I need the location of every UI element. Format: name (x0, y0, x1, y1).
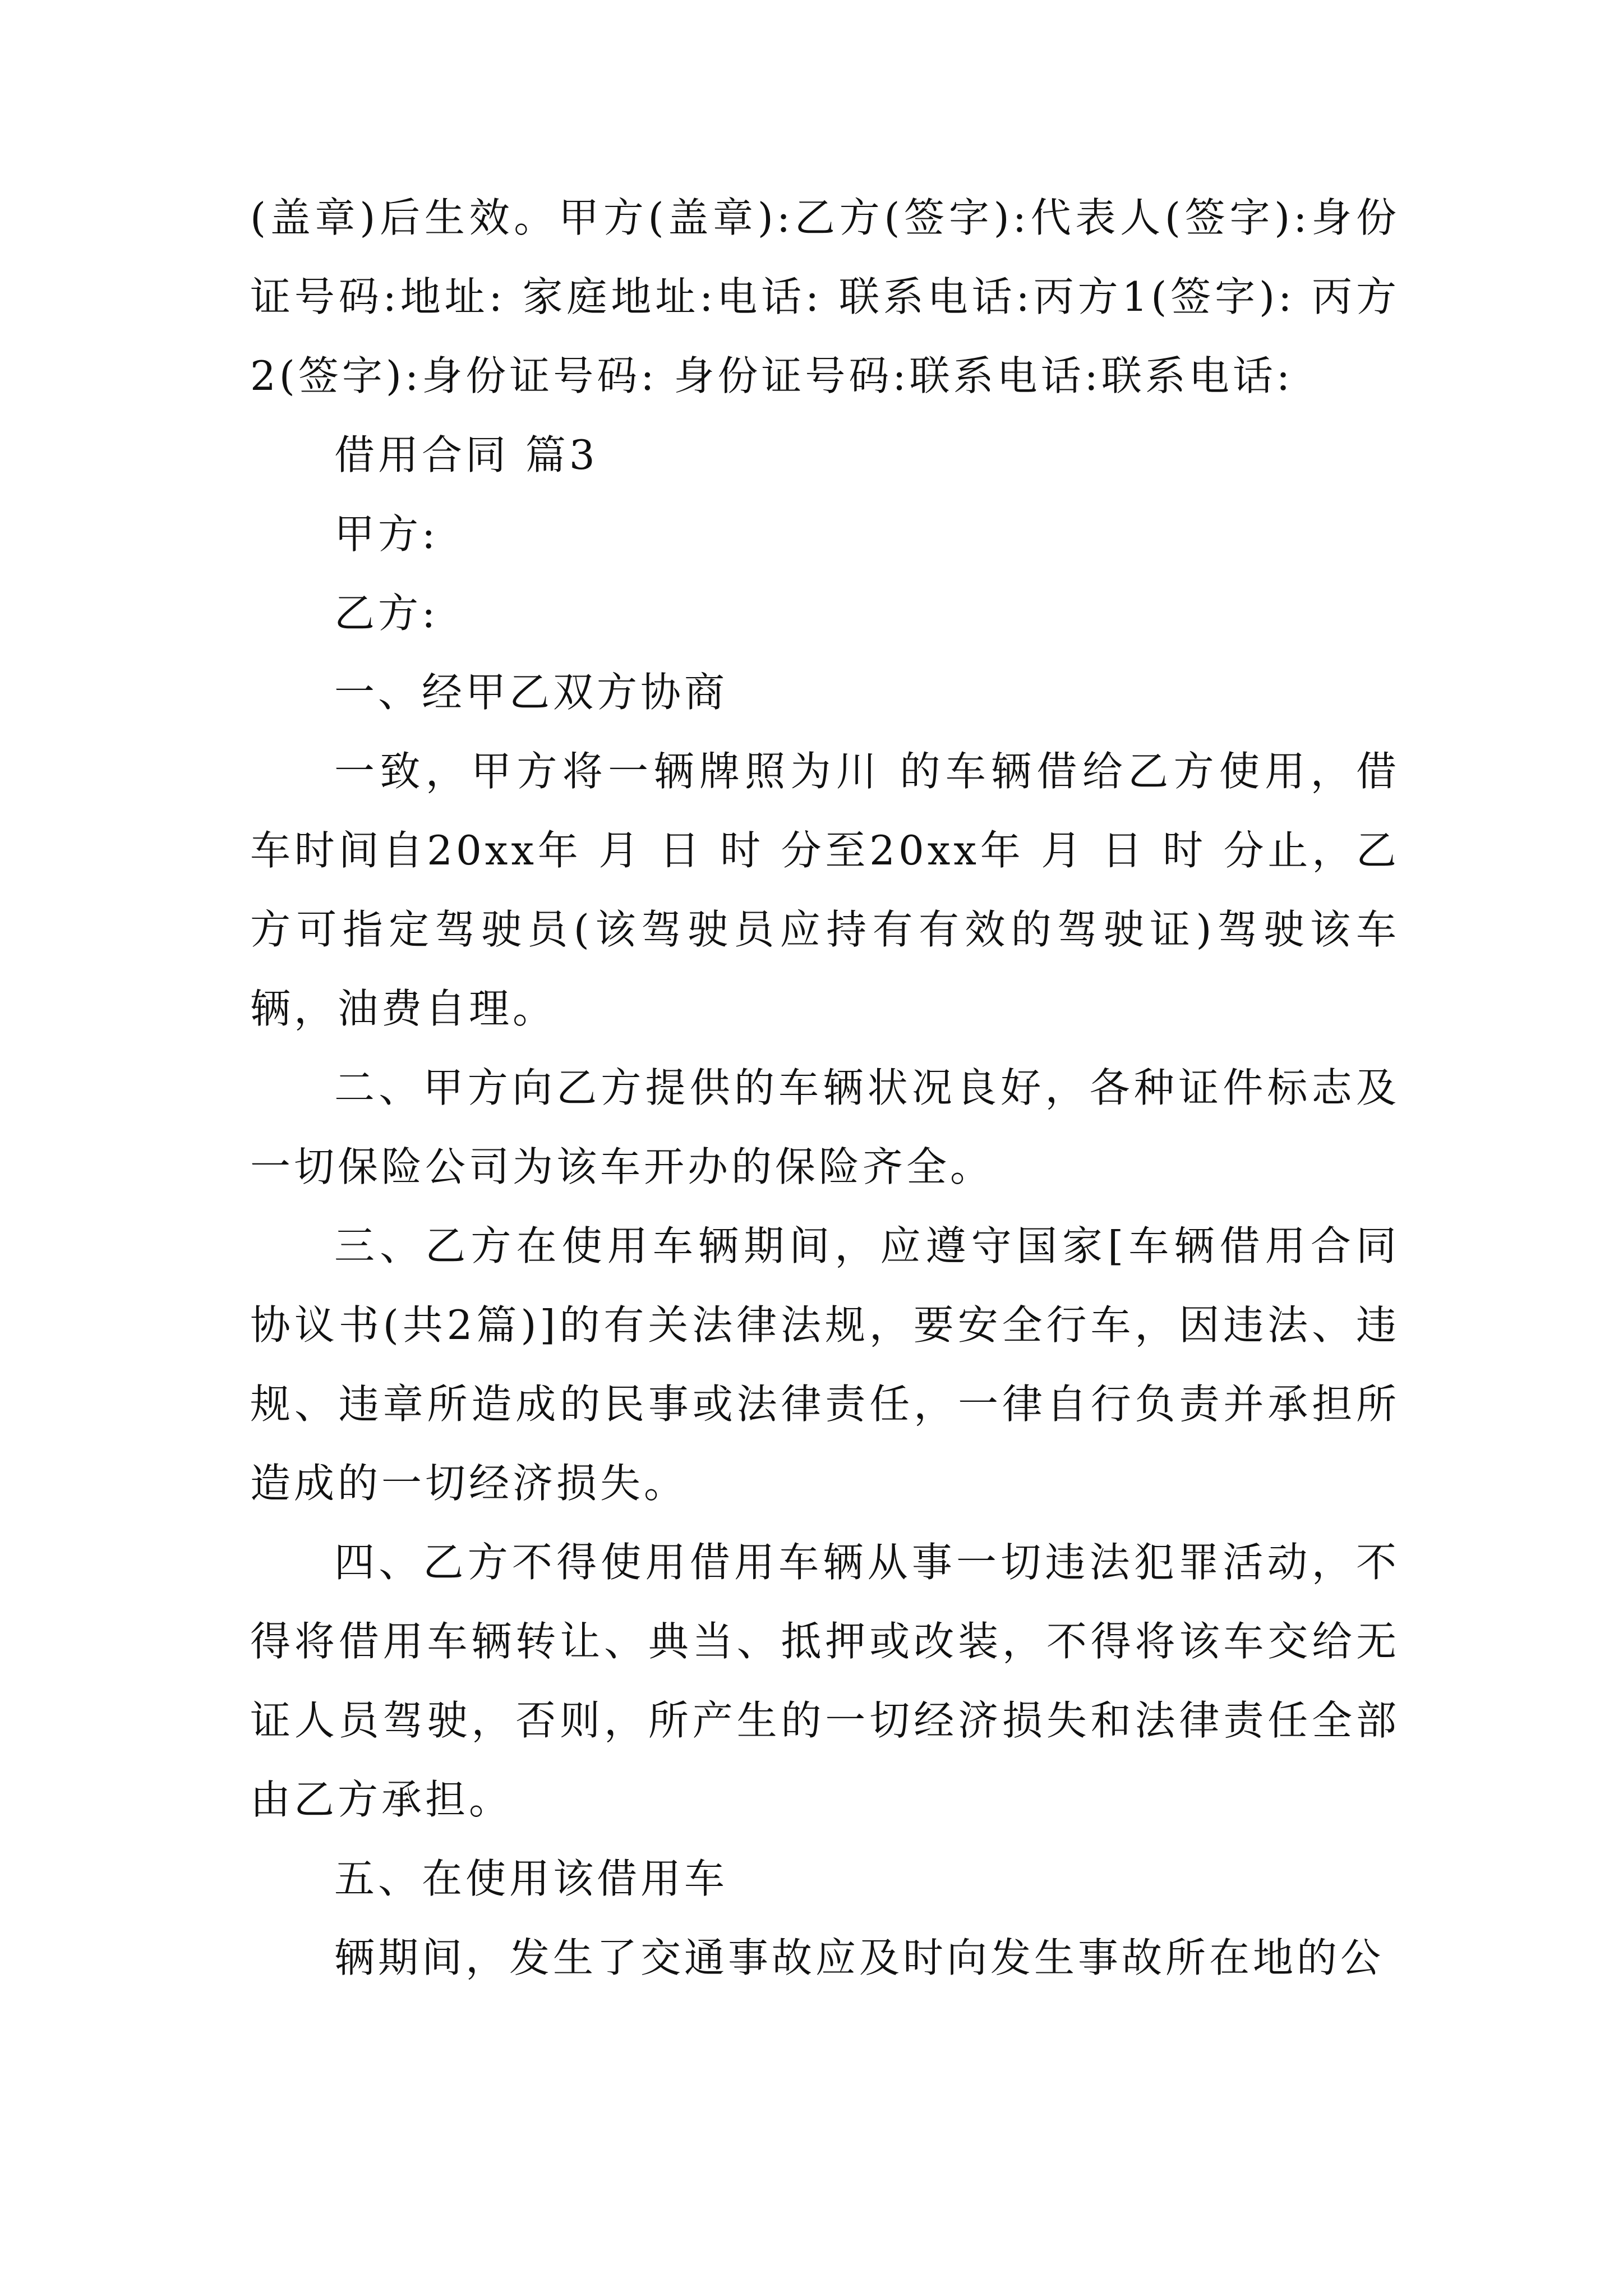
clause-5-body: 辆期间，发生了交通事故应及时向发生事故所在地的公 (334, 1934, 1385, 1981)
signature-block-paragraph: (盖章)后生效。甲方(盖章):乙方(签字):代表人(签字):身份证号码:地址: 家庭地址:电话: 联系电话:丙方1(签字): 丙方2(签字):身份证号码: 身份证号码:联系电话:联系电话: (250, 194, 1400, 399)
clause-1-heading: 一、经甲乙双方协商 (334, 669, 728, 716)
party-b-label: 乙方: (334, 590, 439, 637)
clause-1-body: 一致，甲方将一辆牌照为川 的车辆借给乙方使用，借车时间自20xx年 月 日 时 分至20xx年 月 日 时 分止，乙方可指定驾驶员(该驾驶员应持有有效的驾驶证)驾驶该车辆，油费自理。 (250, 748, 1400, 1032)
clause-4: 四、乙方不得使用借用车辆从事一切违法犯罪活动，不得将借用车辆转让、典当、抵押或改装，不得将该车交给无证人员驾驶，否则，所产生的一切经济损失和法律责任全部由乙方承担。 (250, 1539, 1400, 1823)
section-heading: 借用合同 篇3 (334, 431, 598, 478)
document-body (250, 178, 1400, 1998)
clause-2: 二、甲方向乙方提供的车辆状况良好，各种证件标志及一切保险公司为该车开办的保险齐全。 (250, 1064, 1400, 1190)
clause-5-heading: 五、在使用该借用车 (334, 1855, 728, 1902)
clause-3: 三、乙方在使用车辆期间，应遵守国家[车辆借用合同协议书(共2篇)]的有关法律法规，要安全行车，因违法、违规、违章所造成的民事或法律责任，一律自行负责并承担所造成的一切经济损失。 (250, 1222, 1400, 1507)
party-a-label: 甲方: (334, 510, 439, 558)
